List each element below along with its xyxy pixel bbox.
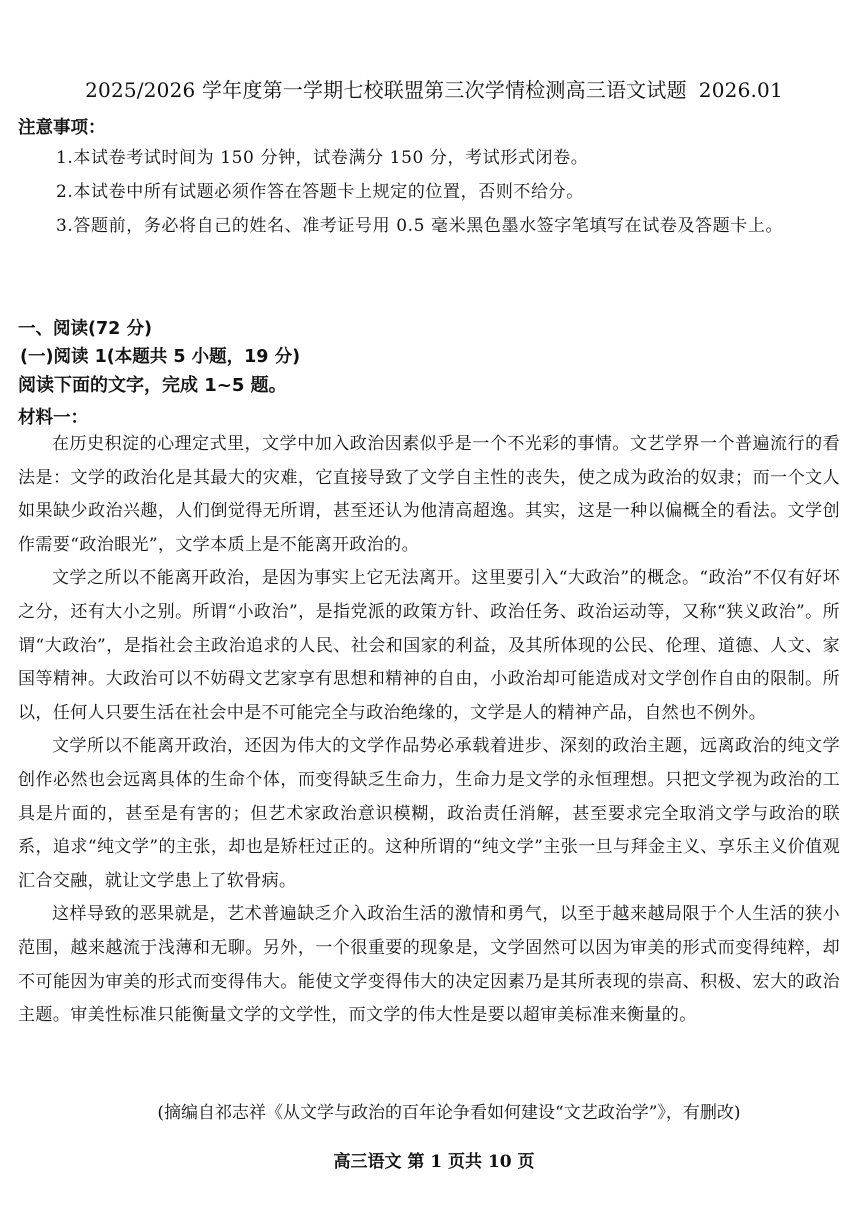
notice-item-3 [56,209,846,243]
page-footer: 高三语文 第 1 页共 10 页 [333,1152,535,1172]
paragraph-2: 文学之所以不能离开政治，是因为事实上它无法离开。这里要引入“大政治”的概念。“政治”不仅有好坏之分，还有大小之别。所谓“小政治”，是指党派的政策方针、政治任务、政治运动等，又称“狭义政治”。所谓“大政治”，是指社会主政治追求的人民、社会和国家的利益，及其所体现的公民、伦理、道德、人文、家国等精神。大政治可以不妨碍文艺家享有思想和精神的自由，小政治却可能造成对文学创作自由的限制。所以，任何人只要生活在社会中是不可能完全与政治绝缘的，文学是人的精神产品，自然也不例外。 [18,568,840,723]
paragraph-1: 在历史积淀的心理定式里，文学中加入政治因素似乎是一个不光彩的事情。文艺学界一个普遍流行的看法是：文学的政治化是其最大的灾难，它直接导致了文学自主性的丧失，使之成为政治的奴隶；而一个文人如果缺少政治兴趣，人们倒觉得无所谓，甚至还认为他清高超逸。其实，这是一种以偏概全的看法。文学创作需要“政治眼光”，文学本质上是不能离开政治的。 [18,434,840,555]
exam-title [0,74,868,103]
section-heading: 一、阅读(72 分) [18,319,152,339]
source-citation: (摘编自祁志祥《从文学与政治的百年论争看如何建设“文艺政治学”》，有删改) [157,1103,741,1123]
exam-title-text: 2025/2026 学年度第一学期七校联盟第三次学情检测高三语文试题 [85,78,687,102]
notice-item-2: 2.本试卷中所有试题必须作答在答题卡上规定的位置，否则不给分。 [56,182,584,202]
reading-instruction: 阅读下面的文字，完成 1~5 题。 [18,375,287,396]
paragraph-4: 这样导致的恶果就是，艺术普遍缺乏介入政治生活的激情和勇气，以至于越来越局限于个人生活的狭小范围，越来越流于浅薄和无聊。另外，一个很重要的现象是，文学固然可以因为审美的形式而变得纯粹，却不可能因为审美的形式而变得伟大。能使文学变得伟大的决定因素乃是其所表现的崇高、积极、宏大的政治主题。审美性标准只能衡量文学的文学性，而文学的伟大性是要以超审美标准来衡量的。 [18,904,840,1026]
notice-item-3-text: 3.答题前，务必将自己的姓名、准考证号用 0.5 毫米黑色墨水签字笔填写在试卷及答题卡上。 [56,216,784,236]
notice-item-1: 1.本试卷考试时间为 150 分钟，试卷满分 150 分，考试形式闭卷。 [56,148,589,168]
material-one-text [18,428,840,1033]
notice-heading: 注意事项： [18,118,106,138]
paragraph-3: 文学所以不能离开政治，还因为伟大的文学作品势必承载着进步、深刻的政治主题，远离政治的纯文学创作必然也会远离具体的生命个体，而变得缺乏生命力，生命力是文学的永恒理想。只把文学视为政治的工具是片面的，甚至是有害的；但艺术家政治意识模糊，政治责任消解，甚至要求完全取消文学与政治的联系，追求“纯文学”的主张，却也是矫枉过正的。这种所谓的“纯文学”主张一旦与拜金主义、享乐主义价值观汇合交融，就让文学患上了软骨病。 [18,736,840,891]
sub-section-heading: (一)阅读 1(本题共 5 小题，19 分) [20,347,301,367]
material-label: 材料一： [18,408,88,428]
exam-date: 2026.01 [698,78,783,102]
